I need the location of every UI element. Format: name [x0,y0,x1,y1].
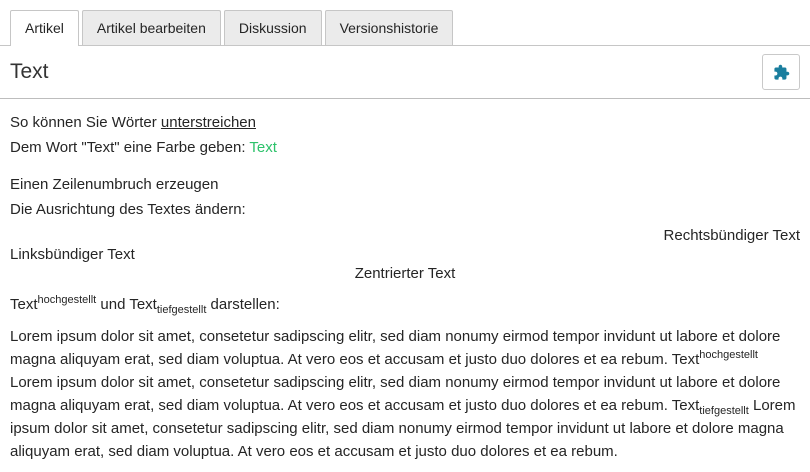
supsub-demo-line [10,292,800,317]
lorem-paragraph [10,325,800,463]
puzzle-icon [773,64,790,81]
left-aligned-text: Linksbündiger Text [10,246,135,263]
superscript-word: hochgestellt [37,294,97,306]
paragraph-subscript: tiefgestellt [699,405,749,417]
linebreak-demo-line: Einen Zeilenumbruch erzeugen [10,176,219,193]
alignment-intro-line: Die Ausrichtung des Textes ändern: [10,201,246,218]
supsub-part3: darstellen: [206,296,280,313]
center-aligned-text: Zentrierter Text [354,265,456,282]
article-content [0,99,810,463]
line-break-gap [10,160,800,172]
paragraph-part1: Lorem ipsum dolor sit amet, consetetur sadipscing elitr, sed diam nonumy eirmod tempor invidunt ut labore et dolore magna aliquyam erat, sed diam voluptua. At vero eos et accusam et justo duo dolores et ea rebum. Text [10,328,781,368]
subscript-word: tiefgestellt [156,304,207,316]
tab-artikel-bearbeiten[interactable]: Artikel bearbeiten [82,10,221,45]
supsub-part1: Text [10,296,38,313]
green-colored-word: Text [249,139,277,156]
page-title: Text [10,60,49,83]
paragraph-superscript: hochgestellt [699,349,758,361]
tab-artikel[interactable]: Artikel [10,10,79,46]
puzzle-button[interactable] [762,54,800,90]
tab-bar [0,0,810,46]
page-header [0,46,810,99]
underlined-word: unterstreichen [160,114,256,131]
underline-demo-prefix: So können Sie Wörter [10,114,161,131]
color-demo-prefix: Dem Wort "Text" eine Farbe geben: [10,139,250,156]
supsub-part2: und Text [96,296,157,313]
tab-diskussion[interactable]: Diskussion [224,10,322,45]
paragraph-part3: Lorem ipsum dolor sit amet, consetetur sadipscing elitr, sed diam nonumy eirmod tempor invidunt ut labore et dolore magna aliquyam erat, sed diam voluptua. At vero eos et accusam et justo duo dolores et ea rebum. [10,397,796,460]
right-aligned-text: Rechtsbündiger Text [663,227,800,244]
underline-demo-line [10,110,800,135]
paragraph-part2: Lorem ipsum dolor sit amet, consetetur sadipscing elitr, sed diam nonumy eirmod tempor invidunt ut labore et dolore magna aliquyam erat, sed diam voluptua. At vero eos et accusam et justo duo dolores et ea rebum. Text [10,374,781,414]
color-demo-line [10,135,800,160]
tab-versionshistorie[interactable]: Versionshistorie [325,10,454,45]
